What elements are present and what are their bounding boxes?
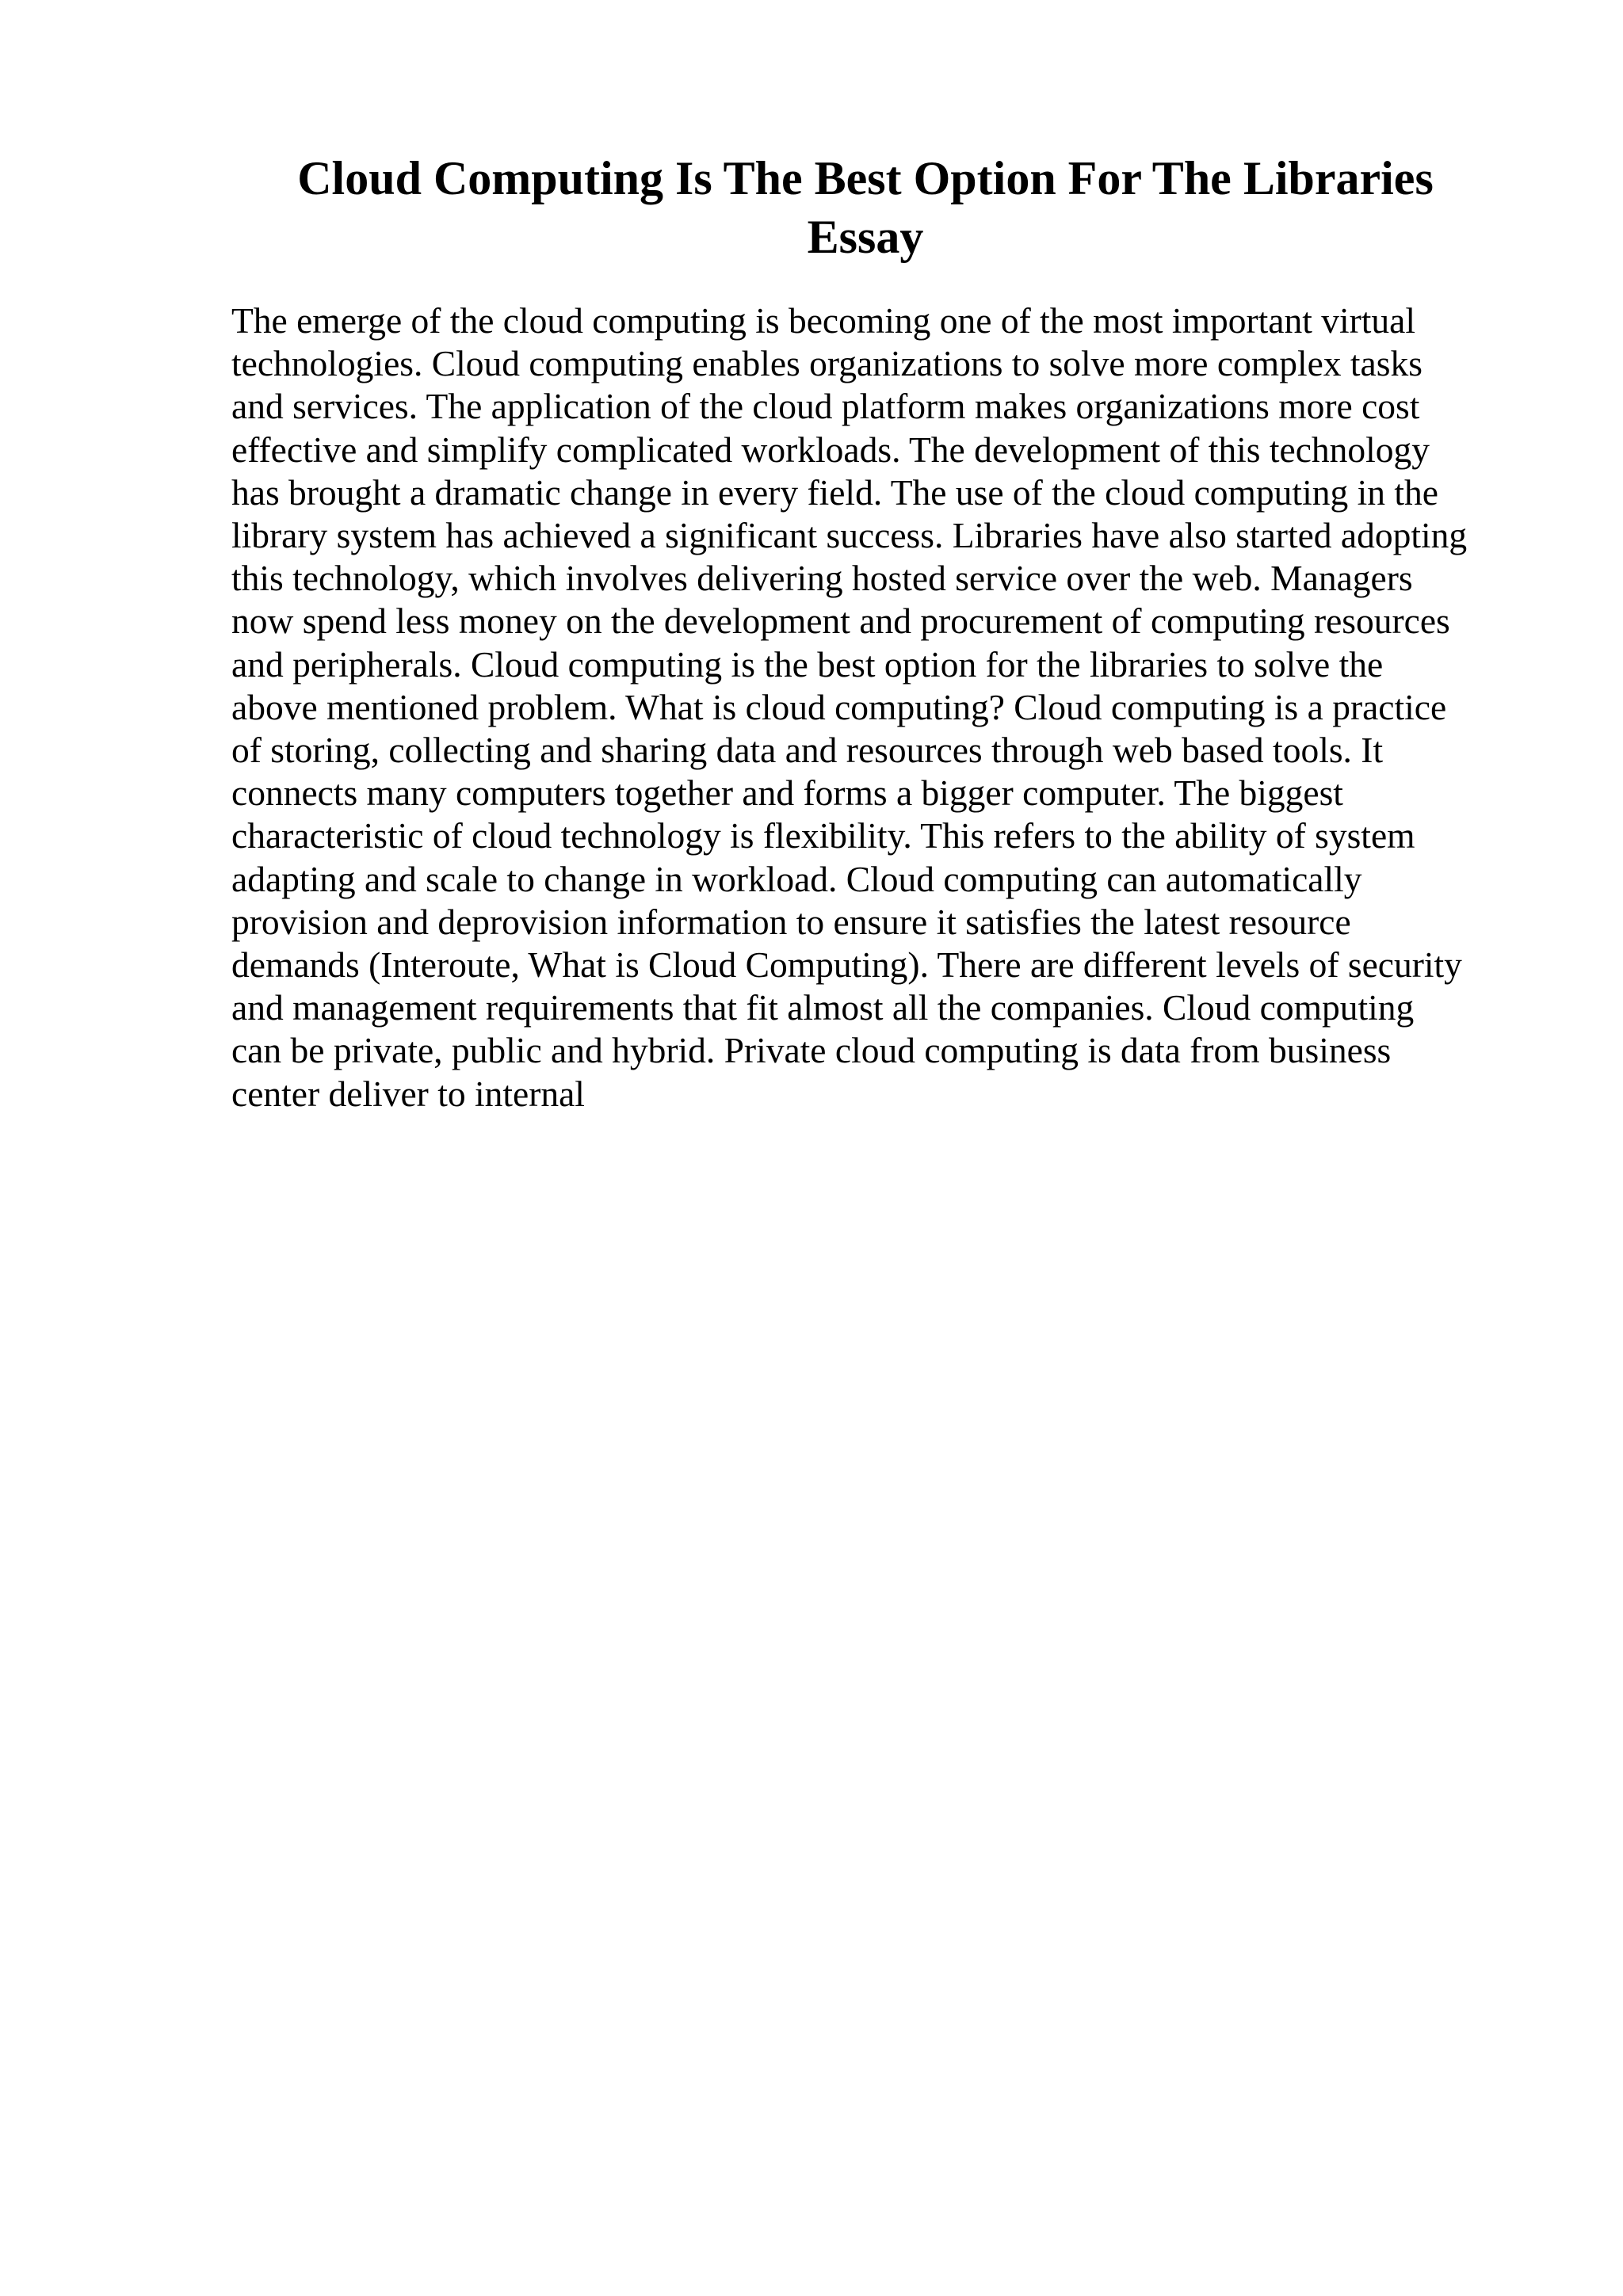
title-line: Essay <box>807 211 924 263</box>
body-line: demands (Interoute, What is Cloud Computing). There are different levels of security <box>231 944 1462 986</box>
body-line: and services. The application of the cloud platform makes organizations more cost <box>231 386 1420 427</box>
essay-body <box>231 299 1515 1116</box>
body-line: library system has achieved a significant success. Libraries have also started adopting <box>231 515 1468 556</box>
body-line: adapting and scale to change in workload. Cloud computing can automatically <box>231 858 1362 899</box>
body-line: connects many computers together and forms a bigger computer. The biggest <box>231 772 1343 814</box>
body-line: center deliver to internal <box>231 1073 585 1114</box>
body-line: above mentioned problem. What is cloud computing? Cloud computing is a practice <box>231 686 1447 727</box>
body-line: of storing, collecting and sharing data and resources through web based tools. It <box>231 730 1384 771</box>
title-line: Cloud Computing Is The Best Option For The Libraries <box>297 152 1434 204</box>
body-line: technologies. Cloud computing enables organizations to solve more complex tasks <box>231 343 1423 384</box>
body-line: The emerge of the cloud computing is becoming one of the most important virtual <box>231 300 1415 341</box>
body-line: can be private, public and hybrid. Private cloud computing is data from business <box>231 1030 1392 1071</box>
body-line: now spend less money on the development and procurement of computing resources <box>231 601 1450 642</box>
body-line: this technology, which involves delivering hosted service over the web. Managers <box>231 558 1413 599</box>
body-line: characteristic of cloud technology is flexibility. This refers to the ability of system <box>231 815 1415 856</box>
body-line: and peripherals. Cloud computing is the best option for the libraries to solve the <box>231 643 1384 685</box>
essay-title <box>231 149 1499 266</box>
body-line: has brought a dramatic change in every field. The use of the cloud computing in the <box>231 471 1438 513</box>
body-line: effective and simplify complicated workloads. The development of this technology <box>231 429 1430 470</box>
body-line: and management requirements that fit almost all the companies. Cloud computing <box>231 987 1415 1028</box>
body-line: provision and deprovision information to ensure it satisfies the latest resource <box>231 901 1351 942</box>
